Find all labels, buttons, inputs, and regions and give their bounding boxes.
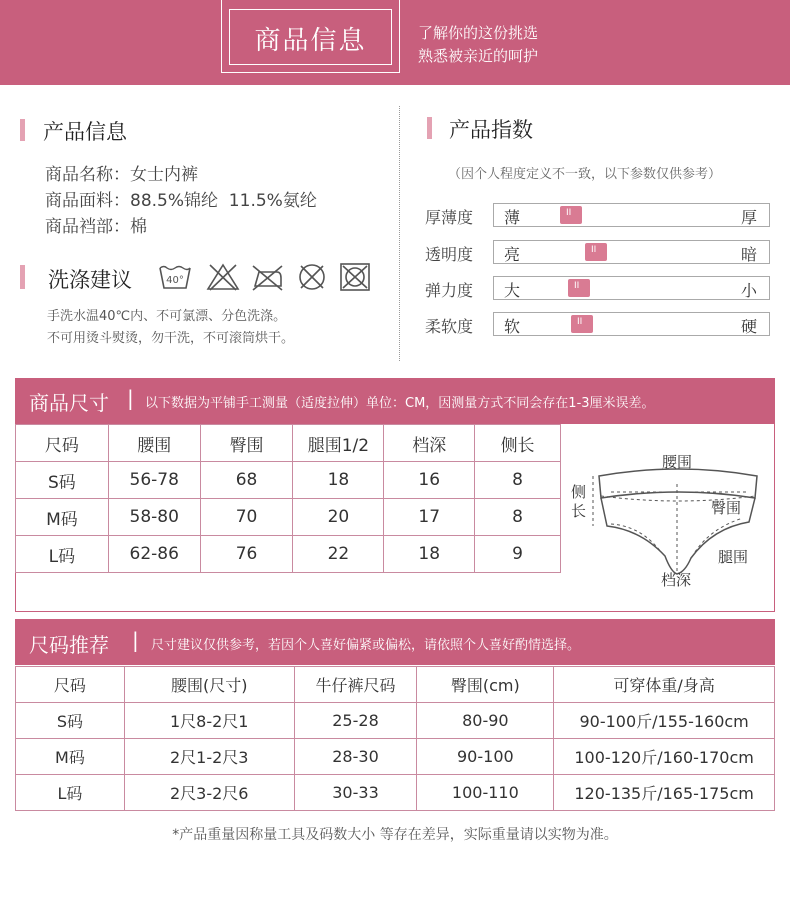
wash-title: 洗涤建议 bbox=[48, 268, 132, 292]
index-high-label: 厚 bbox=[740, 208, 757, 227]
table-cell: 18 bbox=[384, 536, 475, 573]
section-marker bbox=[20, 119, 25, 141]
table-cell: 70 bbox=[200, 499, 293, 536]
index-low-label: 薄 bbox=[504, 208, 521, 227]
table-cell: 100-110 bbox=[417, 775, 554, 811]
index-title: 产品指数 bbox=[449, 118, 533, 142]
no-dry-clean-icon bbox=[295, 262, 329, 292]
table-cell: 90-100斤/155-160cm bbox=[554, 703, 775, 739]
table-cell: L码 bbox=[16, 775, 125, 811]
table-cell: L码 bbox=[16, 536, 109, 573]
table-cell: 76 bbox=[200, 536, 293, 573]
index-label: 柔软度 bbox=[425, 317, 474, 336]
index-note: （因个人程度定义不一致，以下参数仅供参考） bbox=[448, 167, 722, 182]
wash-text-1: 手洗水温40℃内、不可氯漂、分色洗涤。 bbox=[47, 309, 287, 324]
table-cell: 56-78 bbox=[108, 462, 200, 499]
table-cell: 30-33 bbox=[294, 775, 417, 811]
table-row bbox=[16, 775, 775, 811]
index-low-label: 软 bbox=[504, 317, 521, 336]
product-fabric-line: 商品面料：88.5%锦纶 11.5%氨纶 bbox=[45, 191, 317, 211]
index-slider bbox=[493, 203, 770, 227]
no-iron-icon bbox=[250, 262, 284, 292]
table-cell: 9 bbox=[475, 536, 561, 573]
table-row bbox=[16, 739, 775, 775]
table-header-cell: 牛仔裤尺码 bbox=[294, 667, 417, 703]
table-cell: 120-135斤/165-175cm bbox=[554, 775, 775, 811]
table-cell: S码 bbox=[16, 462, 109, 499]
index-high-label: 暗 bbox=[740, 245, 757, 264]
subtitle-line-2: 熟悉被亲近的呵护 bbox=[418, 47, 539, 65]
index-slider-knob bbox=[585, 243, 607, 261]
table-cell: 25-28 bbox=[294, 703, 417, 739]
title-frame bbox=[221, 0, 400, 73]
index-low-label: 大 bbox=[504, 281, 521, 300]
subtitle-line-1: 了解你的这份挑选 bbox=[418, 24, 539, 42]
table-cell: 58-80 bbox=[108, 499, 200, 536]
table-cell: 16 bbox=[384, 462, 475, 499]
wash-temp-label: 40° bbox=[166, 275, 184, 286]
table-row bbox=[16, 462, 561, 499]
recommend-panel-header bbox=[15, 619, 775, 665]
index-slider-knob bbox=[568, 279, 590, 297]
recommend-panel-note: 尺寸建议仅供参考，若因个人喜好偏紧或偏松，请依照个人喜好酌情选择。 bbox=[151, 638, 581, 653]
table-cell: 80-90 bbox=[417, 703, 554, 739]
section-marker bbox=[20, 265, 25, 289]
wash-text-2: 不可用烫斗熨烫，勿干洗，不可滚筒烘干。 bbox=[47, 331, 295, 346]
index-slider bbox=[493, 240, 770, 264]
index-label: 厚薄度 bbox=[425, 208, 474, 227]
recommend-panel-title: 尺码推荐 bbox=[29, 633, 109, 657]
table-cell: 2尺1-2尺3 bbox=[124, 739, 294, 775]
table-cell: 22 bbox=[293, 536, 384, 573]
diagram-label-waist: 腰围 bbox=[662, 453, 693, 471]
table-row bbox=[16, 499, 561, 536]
table-cell: 20 bbox=[293, 499, 384, 536]
size-panel-header bbox=[15, 378, 775, 423]
size-diagram bbox=[561, 426, 774, 610]
no-bleach-icon bbox=[206, 262, 240, 292]
table-header-cell: 档深 bbox=[384, 425, 475, 462]
index-label: 透明度 bbox=[425, 245, 474, 264]
table-cell: 18 bbox=[293, 462, 384, 499]
table-cell: 1尺8-2尺1 bbox=[124, 703, 294, 739]
table-cell: 2尺3-2尺6 bbox=[124, 775, 294, 811]
table-cell: 100-120斤/160-170cm bbox=[554, 739, 775, 775]
table-row bbox=[16, 703, 775, 739]
recommend-table bbox=[15, 666, 775, 811]
no-tumble-dry-icon bbox=[338, 262, 372, 292]
header-banner bbox=[0, 0, 790, 85]
table-header-cell: 腿围1/2 bbox=[293, 425, 384, 462]
product-info-title: 产品信息 bbox=[43, 120, 127, 144]
index-label: 弹力度 bbox=[425, 281, 474, 300]
table-cell: 90-100 bbox=[417, 739, 554, 775]
table-cell: M码 bbox=[16, 739, 125, 775]
table-cell: S码 bbox=[16, 703, 125, 739]
table-header-cell: 侧长 bbox=[475, 425, 561, 462]
table-header-cell: 尺码 bbox=[16, 667, 125, 703]
hand-wash-40-icon bbox=[158, 262, 192, 292]
recommend-panel-separator: | bbox=[132, 628, 139, 652]
index-low-label: 亮 bbox=[504, 245, 521, 264]
table-cell: 68 bbox=[200, 462, 293, 499]
product-crotch-line: 商品裆部：棉 bbox=[45, 217, 147, 237]
column-divider bbox=[399, 106, 400, 361]
size-panel-separator: | bbox=[127, 386, 134, 410]
diagram-label-side: 侧 bbox=[571, 483, 587, 501]
size-panel-title: 商品尺寸 bbox=[29, 391, 109, 415]
footnote: *产品重量因称量工具及码数大小 等存在差异，实际重量请以实物为准。 bbox=[172, 827, 618, 843]
index-slider-knob bbox=[560, 206, 582, 224]
table-header-cell: 腰围(尺寸) bbox=[124, 667, 294, 703]
diagram-label-hip: 臀围 bbox=[711, 499, 742, 517]
index-slider-knob bbox=[571, 315, 593, 333]
index-high-label: 硬 bbox=[740, 317, 757, 336]
table-cell: 17 bbox=[384, 499, 475, 536]
index-high-label: 小 bbox=[740, 281, 757, 300]
recommend-table-header bbox=[16, 667, 775, 703]
table-cell: M码 bbox=[16, 499, 109, 536]
size-table-header bbox=[16, 425, 561, 462]
size-panel-note: 以下数据为平铺手工测量（适度拉伸）单位：CM，因测量方式不同会存在1-3厘米误差。 bbox=[145, 396, 655, 411]
table-cell: 28-30 bbox=[294, 739, 417, 775]
table-header-cell: 臀围(cm) bbox=[417, 667, 554, 703]
table-cell: 8 bbox=[475, 499, 561, 536]
table-header-cell: 臀围 bbox=[200, 425, 293, 462]
table-header-cell: 可穿体重/身高 bbox=[554, 667, 775, 703]
table-cell: 62-86 bbox=[108, 536, 200, 573]
table-header-cell: 腰围 bbox=[108, 425, 200, 462]
diagram-label-side-2: 长 bbox=[571, 502, 587, 520]
size-table bbox=[15, 424, 561, 573]
section-marker bbox=[427, 117, 432, 139]
page-title: 商品信息 bbox=[254, 26, 367, 56]
table-row bbox=[16, 536, 561, 573]
product-name-line: 商品名称：女士内裤 bbox=[45, 165, 198, 185]
table-cell: 8 bbox=[475, 462, 561, 499]
index-slider bbox=[493, 312, 770, 336]
diagram-label-leg: 腿围 bbox=[718, 548, 749, 566]
table-header-cell: 尺码 bbox=[16, 425, 109, 462]
index-slider bbox=[493, 276, 770, 300]
diagram-label-crotch: 档深 bbox=[661, 571, 692, 589]
